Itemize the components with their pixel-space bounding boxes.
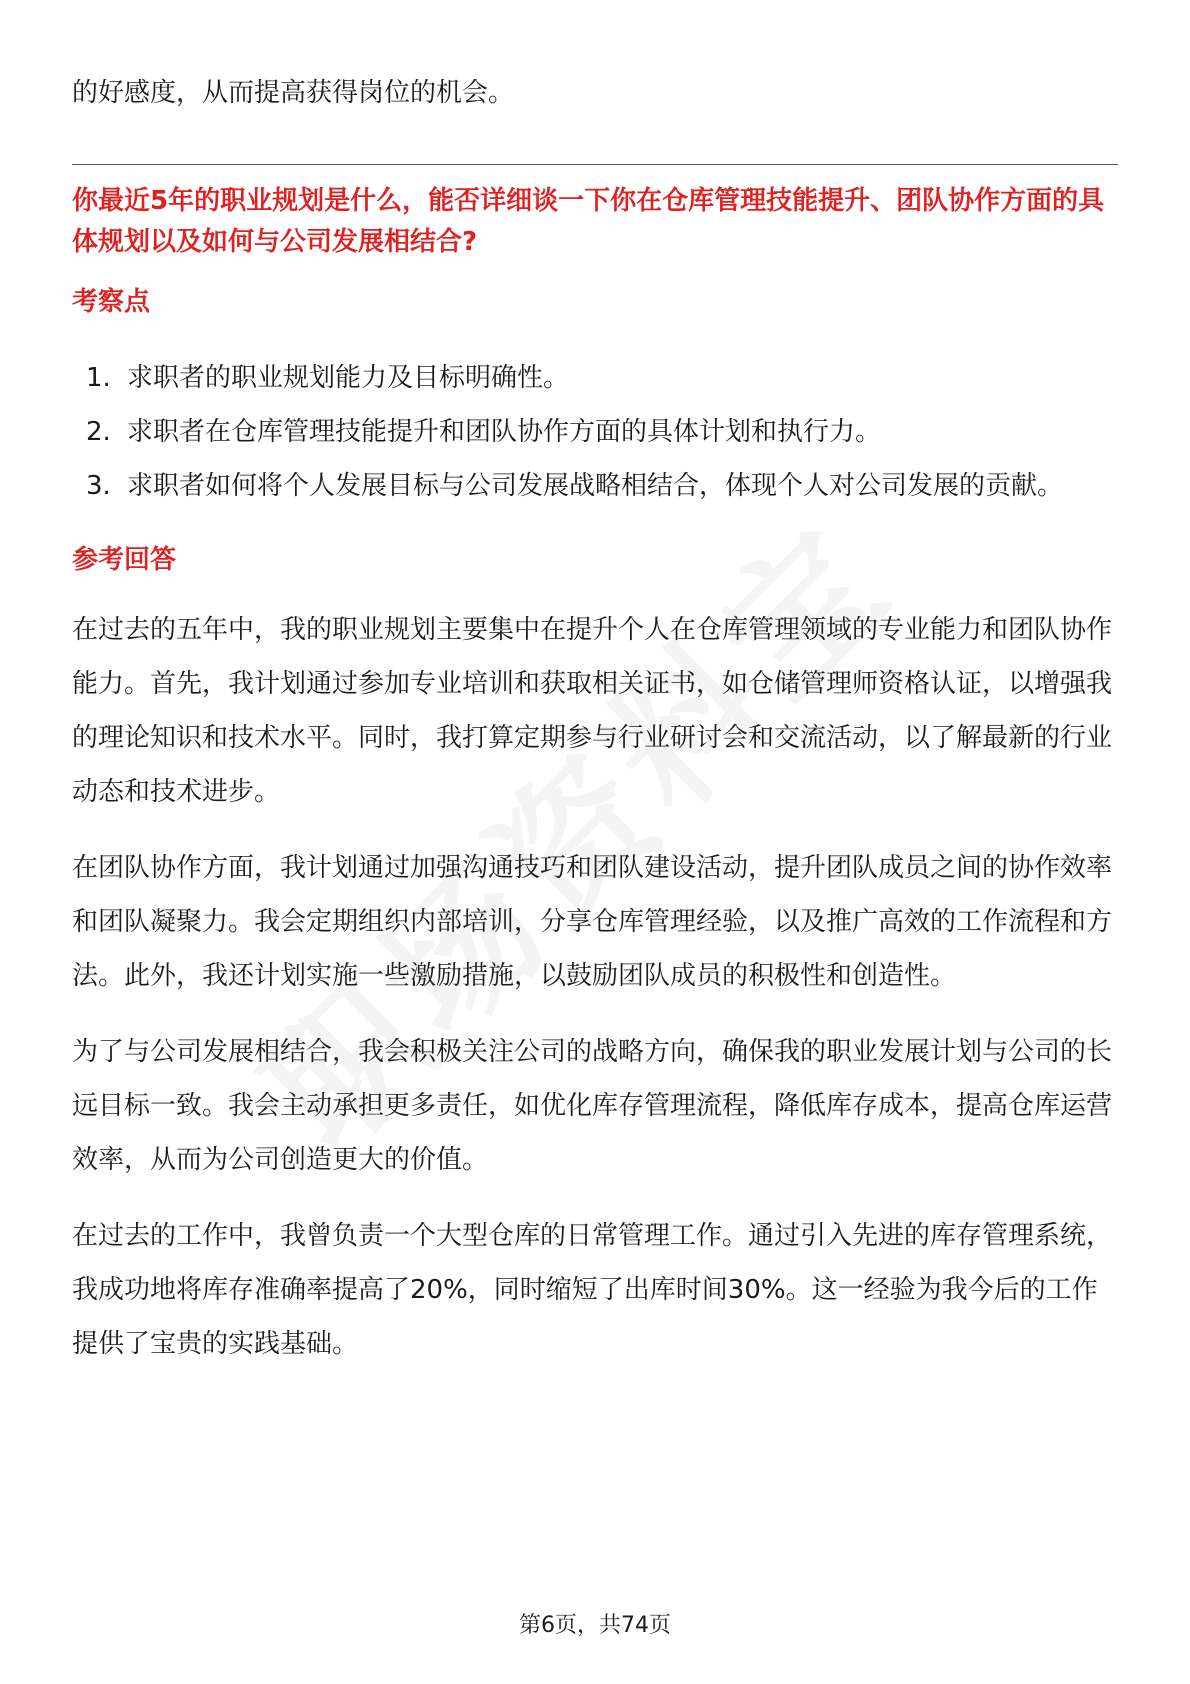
- list-item: [72, 351, 1118, 405]
- list-item-text: 求职者在仓库管理技能提升和团队协作方面的具体计划和执行力。: [127, 417, 882, 447]
- question-heading: 你最近5年的职业规划是什么，能否详细谈一下你在仓库管理技能提升、团队协作方面的具体规划以及如何与公司发展相结合?: [72, 186, 1105, 257]
- list-item: [72, 405, 1118, 459]
- answer-paragraph: 为了与公司发展相结合，我会积极关注公司的战略方向，确保我的职业发展计划与公司的长远目标一致。我会主动承担更多责任，如优化库存管理流程，降低库存成本，提高仓库运营效率，从而为公司创造更大的价值。: [72, 1037, 1113, 1175]
- page-content: [72, 66, 1118, 1371]
- list-item-number: 1.: [86, 363, 111, 393]
- page-footer: 第6页，共74页: [519, 1613, 671, 1638]
- answer-paragraph: 在过去的工作中，我曾负责一个大型仓库的日常管理工作。通过引入先进的库存管理系统，我成功地将库存准确率提高了20%，同时缩短了出库时间30%。这一经验为我今后的工作提供了宝贵的实践基础。: [72, 1221, 1113, 1359]
- list-item-number: 2.: [86, 417, 111, 447]
- answer-section-title: 参考回答: [72, 545, 177, 575]
- list-item-text: 求职者如何将个人发展目标与公司发展战略相结合，体现个人对公司发展的贡献。: [127, 471, 1064, 501]
- answer-paragraph: 在过去的五年中，我的职业规划主要集中在提升个人在仓库管理领域的专业能力和团队协作能力。首先，我计划通过参加专业培训和获取相关证书，如仓储管理师资格认证，以增强我的理论知识和技术水平。同时，我打算定期参与行业研讨会和交流活动，以了解最新的行业动态和技术进步。: [72, 615, 1113, 807]
- points-section-title: 考察点: [72, 287, 151, 317]
- section-divider: [72, 164, 1118, 165]
- answer-paragraph: 在团队协作方面，我计划通过加强沟通技巧和团队建设活动，提升团队成员之间的协作效率和团队凝聚力。我会定期组织内部培训，分享仓库管理经验，以及推广高效的工作流程和方法。此外，我还计划实施一些激励措施，以鼓励团队成员的积极性和创造性。: [72, 853, 1113, 991]
- intro-tail-text: 的好感度，从而提高获得岗位的机会。: [72, 78, 515, 108]
- list-item-text: 求职者的职业规划能力及目标明确性。: [127, 363, 570, 393]
- list-item: [72, 459, 1118, 513]
- points-list: [72, 351, 1118, 513]
- list-item-number: 3.: [86, 471, 111, 501]
